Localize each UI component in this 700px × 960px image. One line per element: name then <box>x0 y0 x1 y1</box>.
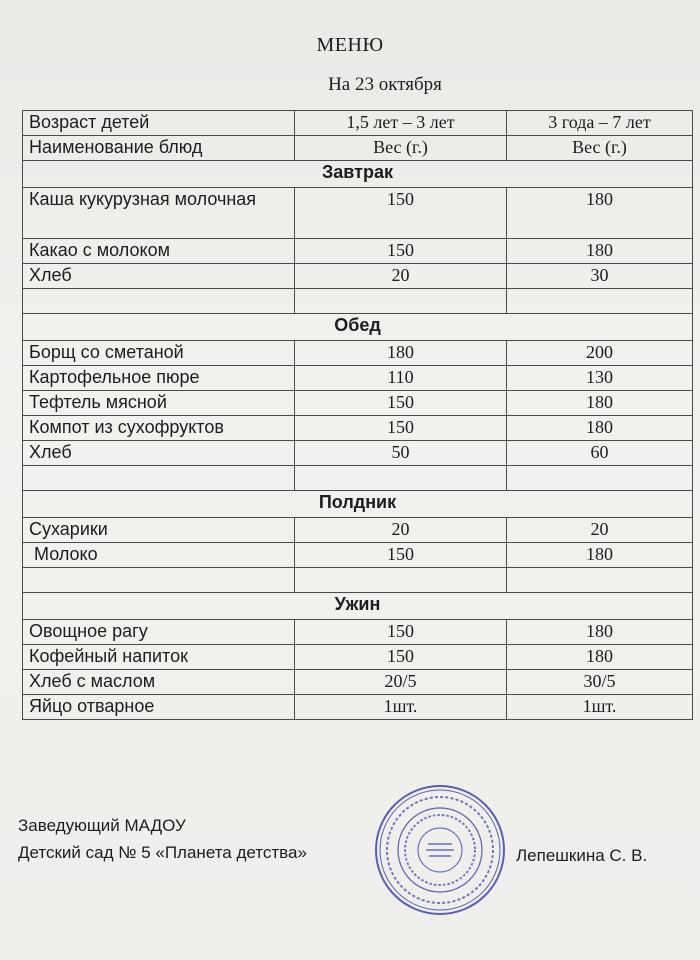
weight-young: 150 <box>295 188 507 239</box>
dish-name: Молоко <box>23 543 295 568</box>
empty-cell <box>23 568 295 593</box>
section-title: Полдник <box>23 491 693 518</box>
table-row <box>23 670 693 695</box>
table-header-cell: Вес (г.) <box>507 136 693 161</box>
table-row <box>23 695 693 720</box>
signatory-name: Лепешкина С. В. <box>516 846 648 865</box>
dish-name: Компот из сухофруктов <box>23 416 295 441</box>
dish-name: Хлеб <box>23 264 295 289</box>
weight-young: 180 <box>295 341 507 366</box>
empty-cell <box>23 289 295 314</box>
institution-name: Детский сад № 5 «Планета детства» <box>18 843 307 862</box>
weight-old: 20 <box>507 518 693 543</box>
empty-row <box>23 289 693 314</box>
weight-old: 180 <box>507 416 693 441</box>
weight-young: 1шт. <box>295 695 507 720</box>
table-header-cell: Вес (г.) <box>295 136 507 161</box>
weight-old: 180 <box>507 391 693 416</box>
table-row <box>23 366 693 391</box>
weight-young: 150 <box>295 645 507 670</box>
dish-name: Тефтель мясной <box>23 391 295 416</box>
empty-cell <box>295 568 507 593</box>
dish-name: Картофельное пюре <box>23 366 295 391</box>
dish-name: Кофейный напиток <box>23 645 295 670</box>
weight-old: 180 <box>507 645 693 670</box>
section-title: Завтрак <box>23 161 693 188</box>
table-row <box>23 620 693 645</box>
table-row <box>23 239 693 264</box>
empty-row <box>23 568 693 593</box>
dish-name: Яйцо отварное <box>23 695 295 720</box>
empty-cell <box>507 466 693 491</box>
official-seal-stamp <box>372 782 508 918</box>
weight-old: 180 <box>507 188 693 239</box>
menu-table <box>22 110 693 720</box>
menu-date: На 23 октября <box>328 74 442 95</box>
table-row <box>23 645 693 670</box>
weight-young: 150 <box>295 620 507 645</box>
weight-young: 150 <box>295 416 507 441</box>
weight-old: 1шт. <box>507 695 693 720</box>
seal-center-marks <box>426 844 454 856</box>
table-row <box>23 518 693 543</box>
table-header-cell: 3 года – 7 лет <box>507 111 693 136</box>
dish-name: Хлеб <box>23 441 295 466</box>
empty-cell <box>507 289 693 314</box>
table-header-cell: Наименование блюд <box>23 136 295 161</box>
section-breakfast <box>23 161 693 188</box>
dish-name: Сухарики <box>23 518 295 543</box>
weight-old: 180 <box>507 620 693 645</box>
table-row <box>23 416 693 441</box>
table-row <box>23 391 693 416</box>
empty-cell <box>295 289 507 314</box>
table-row <box>23 543 693 568</box>
empty-cell <box>295 466 507 491</box>
empty-row <box>23 466 693 491</box>
weight-young: 20 <box>295 518 507 543</box>
weight-old: 30/5 <box>507 670 693 695</box>
table-row <box>23 264 693 289</box>
weight-young: 150 <box>295 543 507 568</box>
empty-cell <box>23 466 295 491</box>
table-row <box>23 341 693 366</box>
dish-name: Каша кукурузная молочная <box>23 188 295 239</box>
table-header-cell: 1,5 лет – 3 лет <box>295 111 507 136</box>
section-snack <box>23 491 693 518</box>
weight-old: 200 <box>507 341 693 366</box>
weight-old: 180 <box>507 543 693 568</box>
weight-old: 30 <box>507 264 693 289</box>
section-title: Ужин <box>23 593 693 620</box>
empty-cell <box>507 568 693 593</box>
weight-old: 130 <box>507 366 693 391</box>
weight-young: 150 <box>295 391 507 416</box>
weight-young: 110 <box>295 366 507 391</box>
dish-name: Хлеб с маслом <box>23 670 295 695</box>
dish-name: Овощное рагу <box>23 620 295 645</box>
table-row <box>23 188 693 239</box>
weight-young: 20 <box>295 264 507 289</box>
dish-name: Какао с молоком <box>23 239 295 264</box>
table-row <box>23 441 693 466</box>
section-title: Обед <box>23 314 693 341</box>
table-header-cell: Возраст детей <box>23 111 295 136</box>
section-dinner <box>23 593 693 620</box>
page-title: МЕНЮ <box>316 34 384 56</box>
weight-young: 150 <box>295 239 507 264</box>
table-header-row <box>23 111 693 136</box>
weight-young: 50 <box>295 441 507 466</box>
weight-old: 180 <box>507 239 693 264</box>
table-header-row <box>23 136 693 161</box>
position-title: Заведующий МАДОУ <box>18 816 186 835</box>
weight-old: 60 <box>507 441 693 466</box>
weight-young: 20/5 <box>295 670 507 695</box>
dish-name: Борщ со сметаной <box>23 341 295 366</box>
section-lunch <box>23 314 693 341</box>
signature-block <box>18 812 307 866</box>
